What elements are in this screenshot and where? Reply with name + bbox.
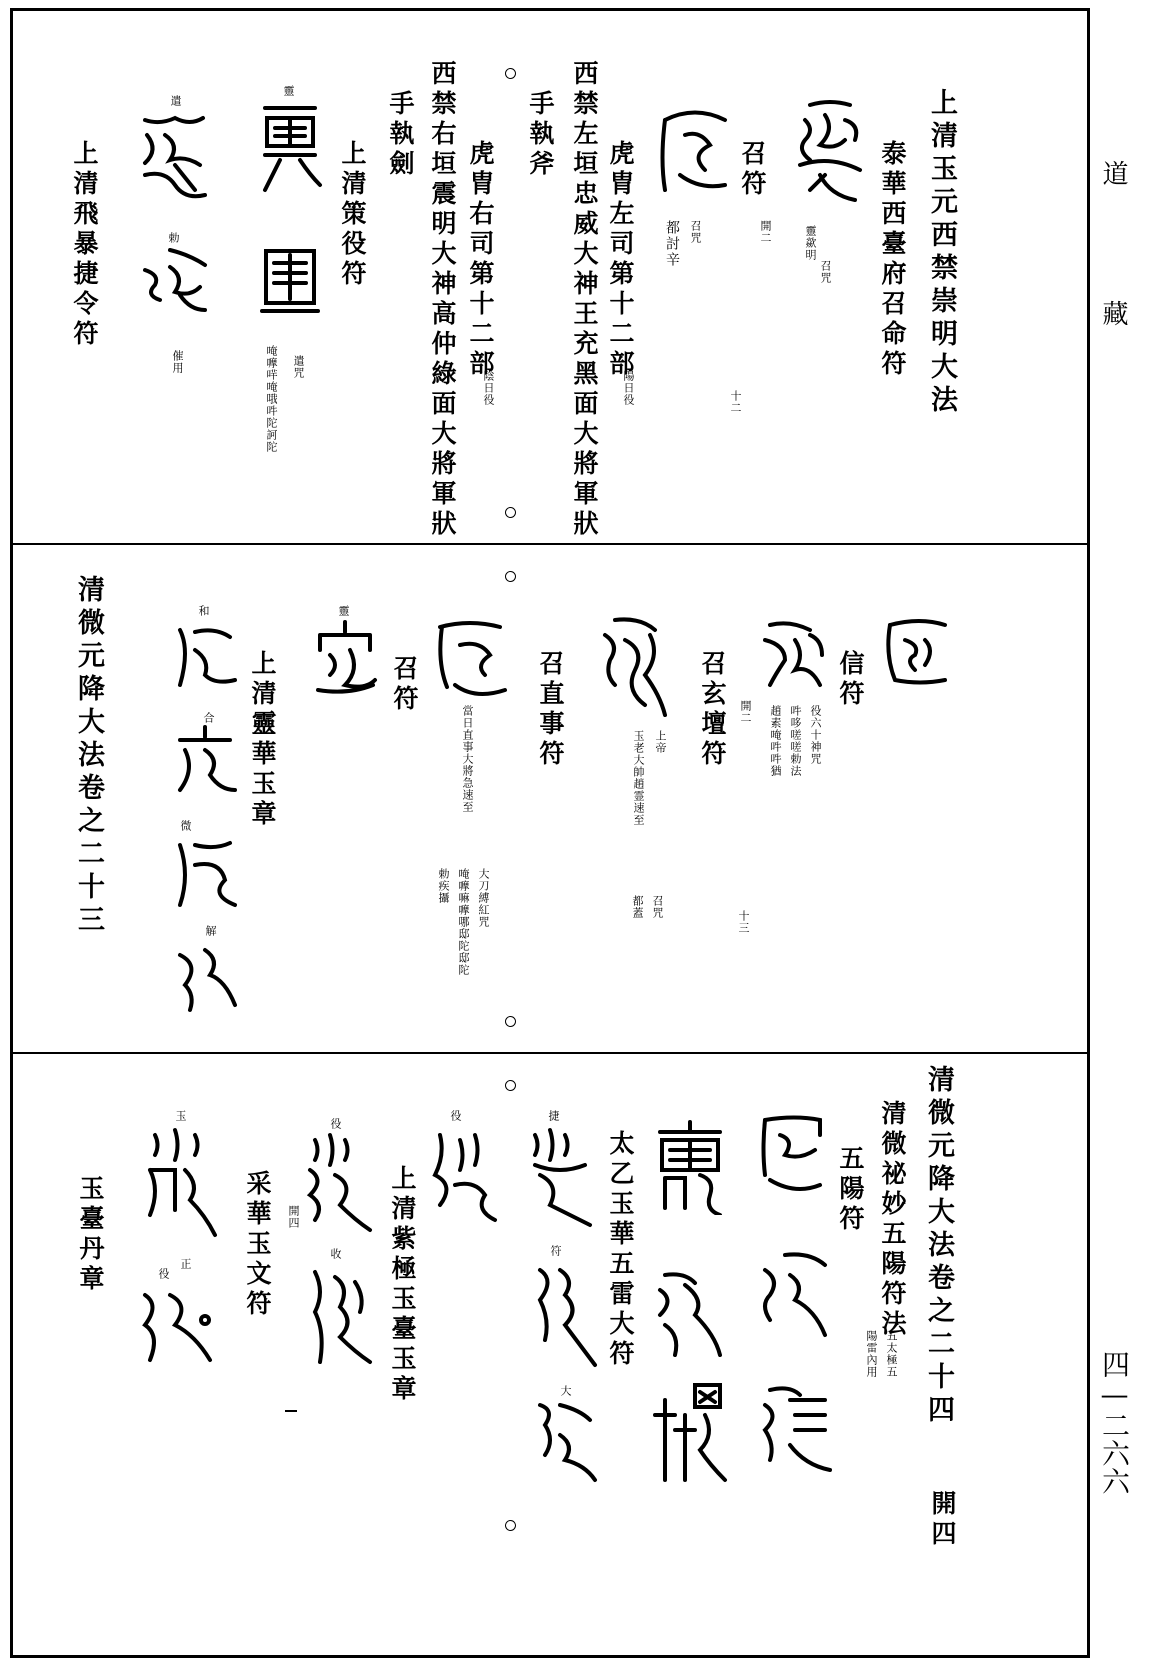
incantation-tail: 趙素唵吽吽猶 <box>769 705 782 777</box>
section-title: 上清玉元西禁崇明大法 <box>926 88 957 418</box>
wu-yang-talisman-label: 五陽符 <box>836 1145 865 1235</box>
talisman-glyph <box>135 1280 220 1375</box>
panel-divider-1 <box>10 543 1090 545</box>
glyph-label: 大 <box>559 1385 572 1397</box>
ling-hua-label: 上清靈華玉章 <box>248 650 277 830</box>
glyph-label: 合 <box>202 712 215 724</box>
glyph-label: 正 <box>179 1258 192 1270</box>
binding-hole <box>505 1520 516 1531</box>
section-tag: 開二 <box>759 220 772 244</box>
glyph-label: 微 <box>179 820 192 832</box>
talisman-glyph <box>525 1260 600 1370</box>
zhao-xuan-talisman-label: 召玄壇符 <box>698 650 727 770</box>
glyph-label: 收 <box>329 1248 342 1260</box>
xin-talisman-label: 信符 <box>836 650 865 710</box>
volume-start-title: 清微元降大法卷之二十四 <box>923 1065 954 1428</box>
incantation-body: 唵嚤嘛嚤哪邸陀邸陀 <box>457 868 470 976</box>
binding-hole <box>505 507 516 518</box>
glyph-note-small: 上帝 <box>654 730 667 754</box>
zi-ji-talisman-label: 上清紫極玉臺玉章 <box>388 1165 417 1405</box>
zhao-talisman-label: 召符 <box>390 655 419 715</box>
sub-title: 清微祕妙五陽符法 <box>878 1100 907 1340</box>
glyph-label: 捷 <box>547 1110 560 1122</box>
west-right-spirit: 西禁右垣震明大神高仲綠面大將軍狀 <box>428 60 457 540</box>
talisman-glyph <box>300 1262 375 1372</box>
talisman-glyph <box>430 615 510 705</box>
talisman-glyph <box>170 835 240 915</box>
yu-tai-dan-zhang-label: 玉臺丹章 <box>76 1175 105 1295</box>
talisman-glyph <box>140 245 210 315</box>
volume-end-title: 清微元降大法卷之二十三 <box>73 575 104 938</box>
sub-title-note: 陽雷內用 <box>865 1330 878 1378</box>
cai-hua-talisman-label: 采華玉文符 <box>243 1170 272 1320</box>
glyph-label: 和 <box>197 605 210 617</box>
talisman-glyph <box>170 620 240 695</box>
glyph-label: 遣 <box>169 95 182 107</box>
right-weapon: 手執劍 <box>386 90 415 180</box>
glyph-label: 解 <box>204 925 217 937</box>
talisman-glyph <box>300 1130 375 1240</box>
tiger-right-division: 虎胄右司第十二部 <box>466 140 495 380</box>
zhao-zhi-talisman-label: 召直事符 <box>536 650 565 770</box>
usage-note: 催用 <box>171 350 184 374</box>
talisman-glyph <box>140 1125 220 1240</box>
talisman-glyph <box>595 615 670 725</box>
tiger-left-division: 虎胄左司第十二部 <box>606 140 635 380</box>
incantation-head: 役六十神咒 <box>809 705 822 765</box>
talisman-glyph <box>170 725 240 800</box>
glyph-note: 當日直事大將急速至 <box>461 705 474 813</box>
west-left-spirit: 西禁左垣忠威大神王充黑面大將軍狀 <box>570 60 599 540</box>
tiger-right-note: 陰日役 <box>482 370 495 406</box>
glyph-note-small: 召咒 <box>689 220 702 244</box>
glyph-label: 符 <box>549 1245 562 1257</box>
talisman-glyph <box>310 620 380 700</box>
dash-mark <box>285 1410 297 1412</box>
ce-yi-talisman-label: 上清策役符 <box>338 140 367 290</box>
talisman-glyph <box>650 1380 730 1490</box>
incantation-body: 唵嚤哶唵哦吽陀訶陀 <box>265 345 278 453</box>
talisman-glyph <box>755 1250 830 1345</box>
glyph-label: 勅 <box>167 232 180 244</box>
left-weapon: 手執斧 <box>526 90 555 180</box>
talisman-glyph <box>755 1380 835 1475</box>
tai-yi-talisman-label: 太乙玉華五雷大符 <box>606 1130 635 1370</box>
binding-hole <box>505 571 516 582</box>
glyph-label: 役 <box>329 1118 342 1130</box>
glyph-note: 靈歘明 <box>804 225 817 261</box>
talisman-glyph <box>425 1125 500 1225</box>
talisman-glyph <box>170 940 240 1015</box>
incantation-head: 大刀縛紅咒 <box>477 868 490 928</box>
page-number: 四—二六六 <box>1098 1350 1131 1495</box>
glyph-label: 玉 <box>174 1110 187 1122</box>
glyph-note-small: 召咒 <box>651 895 664 919</box>
glyph-note: 都討辛 <box>664 220 680 268</box>
incantation-tail: 勅疾攝 <box>437 868 450 904</box>
talisman-glyph <box>525 1125 600 1235</box>
section-subtitle: 泰華西臺府召命符 <box>878 140 907 380</box>
talisman-glyph <box>650 105 730 200</box>
summon-talisman-label: 召符 <box>738 140 767 200</box>
glyph-note: 玉老大帥趙霊速至 <box>632 730 645 826</box>
incantation-head: 遣咒 <box>292 355 305 379</box>
incantation-body: 吽哆嗟嗟勅法 <box>789 705 802 777</box>
glyph-note-small: 召咒 <box>819 260 832 284</box>
talisman-glyph <box>755 1110 830 1200</box>
tiger-left-note: 陽日役 <box>622 370 635 406</box>
glyph-label: 役 <box>157 1268 170 1280</box>
margin-char: 道 <box>1098 160 1128 186</box>
talisman-glyph <box>650 1120 730 1215</box>
glyph-label: 靈 <box>337 605 350 617</box>
margin-char: 藏 <box>1098 300 1128 326</box>
talisman-glyph <box>755 615 830 695</box>
section-tag: 開四 <box>287 1205 300 1229</box>
talisman-glyph <box>790 95 870 205</box>
sub-title-note: 五太極五 <box>885 1330 898 1378</box>
talisman-glyph <box>260 245 320 315</box>
binding-hole <box>505 1080 516 1091</box>
count-label: 十二 <box>729 390 742 414</box>
seal-label: 靈 <box>282 85 295 97</box>
glyph-label: 役 <box>449 1110 462 1122</box>
talisman-glyph <box>525 1395 600 1490</box>
fei-bao-talisman-label: 上清飛暴捷令符 <box>70 140 99 350</box>
binding-hole <box>505 68 516 79</box>
section-tag: 開二 <box>739 700 752 724</box>
talisman-glyph <box>135 110 210 210</box>
section-tag: 開四 <box>928 1490 957 1550</box>
count-label: 十三 <box>737 910 750 934</box>
binding-hole <box>505 1016 516 1027</box>
glyph-note: 都蓋 <box>631 895 644 919</box>
panel-divider-2 <box>10 1052 1090 1054</box>
talisman-glyph <box>880 615 955 695</box>
talisman-glyph <box>650 1265 730 1360</box>
talisman-glyph <box>255 100 325 195</box>
